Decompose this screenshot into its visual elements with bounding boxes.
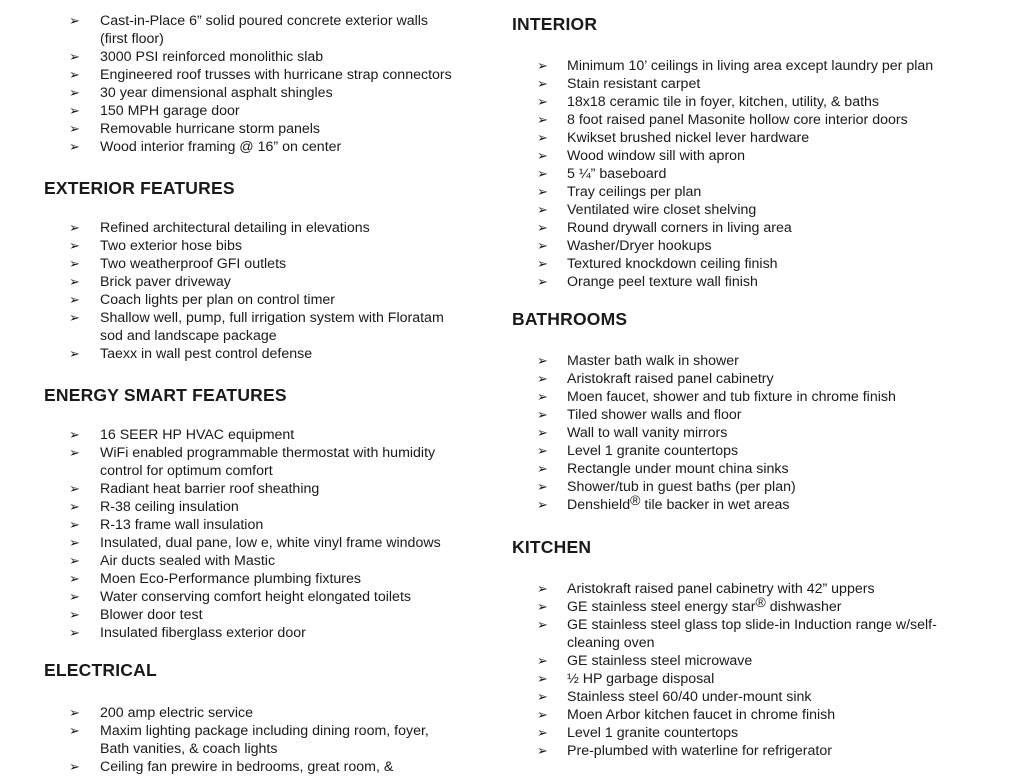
list-item [44,704,504,722]
list-item-text: Washer/Dryer hookups [567,238,712,254]
list-item [44,12,504,48]
arrow-bullet-icon: ➢ [69,310,80,325]
arrow-bullet-icon: ➢ [537,238,548,253]
list-item-text: (first floor) [100,31,164,47]
section-heading: BATHROOMS [512,309,628,329]
list-item [44,120,504,138]
list-item-text: GE stainless steel microwave [567,653,753,669]
arrow-bullet-icon: ➢ [69,589,80,604]
list-item [512,370,1012,388]
structural-list [44,12,504,156]
list-item-text: WiFi enabled programmable thermostat with humidity [100,445,436,461]
section-heading: ENERGY SMART FEATURES [44,385,287,405]
arrow-bullet-icon: ➢ [69,571,80,586]
arrow-bullet-icon: ➢ [69,85,80,100]
list-item-text: Stainless steel 60/40 under-mount sink [567,689,812,705]
list-item-text: Shallow well, pump, full irrigation system with Floratam [100,310,444,326]
list-item [512,724,1012,742]
structural-section [44,12,504,156]
kitchen-section [512,536,1012,760]
electrical-list [44,704,504,776]
list-item-text: Stain resistant carpet [567,76,701,92]
list-item-text: Pre-plumbed with waterline for refrigerator [567,743,832,759]
arrow-bullet-icon: ➢ [69,256,80,271]
arrow-bullet-icon: ➢ [537,653,548,668]
list-item [512,424,1012,442]
list-item [512,273,1012,291]
list-item-text: Blower door test [100,607,203,623]
list-item-text: GE stainless steel energy star® dishwasher [567,594,842,615]
list-item [512,616,1012,652]
interior-list [512,57,1012,291]
arrow-bullet-icon: ➢ [69,292,80,307]
arrow-bullet-icon: ➢ [537,581,548,596]
list-item [44,138,504,156]
list-item-text: Aristokraft raised panel cabinetry with 42” uppers [567,581,875,597]
list-item [512,460,1012,478]
list-item-text: Moen Arbor kitchen faucet in chrome finish [567,707,836,723]
list-item-text: R-13 frame wall insulation [100,517,264,533]
list-item-text: Master bath walk in shower [567,353,739,369]
list-item [44,444,504,480]
arrow-bullet-icon: ➢ [69,553,80,568]
list-item-text: Moen faucet, shower and tub fixture in chrome finish [567,389,896,405]
list-item [44,534,504,552]
interior-section [512,13,1012,291]
list-item-text: Two weatherproof GFI outlets [100,256,287,272]
list-item-text: Bath vanities, & coach lights [100,741,278,757]
list-item [512,147,1012,165]
arrow-bullet-icon: ➢ [69,427,80,442]
arrow-bullet-icon: ➢ [537,461,548,476]
list-item [44,588,504,606]
arrow-bullet-icon: ➢ [537,407,548,422]
arrow-bullet-icon: ➢ [537,689,548,704]
list-item [44,255,504,273]
list-item-text: Removable hurricane storm panels [100,121,321,137]
list-item [44,102,504,120]
list-item [512,129,1012,147]
arrow-bullet-icon: ➢ [69,499,80,514]
arrow-bullet-icon: ➢ [69,535,80,550]
arrow-bullet-icon: ➢ [537,353,548,368]
list-item-text: Cast-in-Place 6” solid poured concrete exterior walls [100,13,429,29]
list-item [512,406,1012,424]
list-item [44,273,504,291]
arrow-bullet-icon: ➢ [69,220,80,235]
list-item [44,552,504,570]
list-item [512,183,1012,201]
list-item [512,652,1012,670]
list-item-text: Kwikset brushed nickel lever hardware [567,130,810,146]
list-item-text: Air ducts sealed with Mastic [100,553,276,569]
section-heading: KITCHEN [512,537,592,557]
arrow-bullet-icon: ➢ [537,274,548,289]
arrow-bullet-icon: ➢ [537,389,548,404]
list-item-text: Textured knockdown ceiling finish [567,256,778,272]
exterior-features-list [44,219,504,363]
list-item-text: Ventilated wire closet shelving [567,202,757,218]
list-item-text: Water conserving comfort height elongated toilets [100,589,411,605]
list-item-text: 16 SEER HP HVAC equipment [100,427,295,443]
list-item [44,309,504,345]
list-item-text: Insulated fiberglass exterior door [100,625,306,641]
list-item-text: Coach lights per plan on control timer [100,292,336,308]
list-item [512,93,1012,111]
list-item-text: control for optimum comfort [100,463,273,479]
arrow-bullet-icon: ➢ [69,607,80,622]
arrow-bullet-icon: ➢ [537,202,548,217]
arrow-bullet-icon: ➢ [537,599,548,614]
list-item-text: 18x18 ceramic tile in foyer, kitchen, utility, & baths [567,94,880,110]
arrow-bullet-icon: ➢ [69,625,80,640]
list-item [44,758,504,776]
arrow-bullet-icon: ➢ [537,256,548,271]
list-item [512,75,1012,93]
list-item-text: Two exterior hose bibs [100,238,242,254]
list-item [44,237,504,255]
list-item-text: GE stainless steel glass top slide-in Induction range w/self- [567,617,937,633]
list-item [44,570,504,588]
list-item-text: 30 year dimensional asphalt shingles [100,85,333,101]
list-item [44,480,504,498]
list-item-text: Ceiling fan prewire in bedrooms, great room, & [100,759,394,775]
list-item-text: 5 ¼” baseboard [567,166,667,182]
list-item-text: Level 1 granite countertops [567,443,739,459]
list-item-text: Taexx in wall pest control defense [100,346,313,362]
list-item [44,84,504,102]
list-item-text: Denshield® tile backer in wet areas [567,492,790,513]
list-item [44,516,504,534]
arrow-bullet-icon: ➢ [537,707,548,722]
list-item [512,201,1012,219]
list-item-text: Orange peel texture wall finish [567,274,758,290]
list-item [44,722,504,758]
list-item [512,688,1012,706]
arrow-bullet-icon: ➢ [537,220,548,235]
list-item [512,742,1012,760]
arrow-bullet-icon: ➢ [69,274,80,289]
arrow-bullet-icon: ➢ [537,743,548,758]
energy-smart-list [44,426,504,642]
list-item [44,345,504,363]
arrow-bullet-icon: ➢ [69,346,80,361]
electrical-section [44,659,504,776]
list-item [512,492,1012,514]
list-item [512,478,1012,496]
list-item-text: Tray ceilings per plan [567,184,702,200]
list-item [44,426,504,444]
list-item-text: Rectangle under mount china sinks [567,461,789,477]
section-heading: ELECTRICAL [44,660,157,680]
list-item [44,624,504,642]
arrow-bullet-icon: ➢ [69,49,80,64]
arrow-bullet-icon: ➢ [537,58,548,73]
arrow-bullet-icon: ➢ [69,445,80,460]
list-item-text: Maxim lighting package including dining room, foyer, [100,723,429,739]
list-item-text: Radiant heat barrier roof sheathing [100,481,320,497]
arrow-bullet-icon: ➢ [69,517,80,532]
list-item-text: Level 1 granite countertops [567,725,739,741]
arrow-bullet-icon: ➢ [69,13,80,28]
list-item [44,291,504,309]
arrow-bullet-icon: ➢ [537,148,548,163]
arrow-bullet-icon: ➢ [69,705,80,720]
list-item [512,165,1012,183]
arrow-bullet-icon: ➢ [537,130,548,145]
bathrooms-list [512,352,1012,514]
list-item-text: Engineered roof trusses with hurricane strap connectors [100,67,452,83]
list-item-text: R-38 ceiling insulation [100,499,239,515]
list-item-text: Moen Eco-Performance plumbing fixtures [100,571,362,587]
list-item [512,111,1012,129]
arrow-bullet-icon: ➢ [537,112,548,127]
arrow-bullet-icon: ➢ [69,481,80,496]
list-item [512,255,1012,273]
arrow-bullet-icon: ➢ [537,166,548,181]
list-item-text: Tiled shower walls and floor [567,407,742,423]
list-item [44,606,504,624]
list-item [44,66,504,84]
section-heading: INTERIOR [512,14,598,34]
list-item-text: 3000 PSI reinforced monolithic slab [100,49,324,65]
arrow-bullet-icon: ➢ [537,617,548,632]
list-item [512,352,1012,370]
list-item [512,219,1012,237]
section-heading: EXTERIOR FEATURES [44,178,235,198]
list-item-text: cleaning oven [567,635,655,651]
bathrooms-section [512,308,1012,514]
arrow-bullet-icon: ➢ [69,103,80,118]
list-item-text: Shower/tub in guest baths (per plan) [567,479,796,495]
list-item [512,57,1012,75]
list-item [44,498,504,516]
arrow-bullet-icon: ➢ [537,371,548,386]
list-item-text: Wood window sill with apron [567,148,745,164]
list-item [512,594,1012,616]
list-item-text: Round drywall corners in living area [567,220,792,236]
list-item-text: sod and landscape package [100,328,277,344]
list-item-text: Refined architectural detailing in elevations [100,220,370,236]
list-item-text: Brick paver driveway [100,274,231,290]
arrow-bullet-icon: ➢ [537,184,548,199]
arrow-bullet-icon: ➢ [537,425,548,440]
arrow-bullet-icon: ➢ [69,759,80,774]
list-item [44,48,504,66]
arrow-bullet-icon: ➢ [69,238,80,253]
list-item-text: Minimum 10’ ceilings in living area except laundry per plan [567,58,934,74]
list-item [44,219,504,237]
list-item [512,237,1012,255]
list-item-text: Wood interior framing @ 16” on center [100,139,342,155]
list-item-text: 200 amp electric service [100,705,253,721]
list-item [512,442,1012,460]
list-item [512,706,1012,724]
arrow-bullet-icon: ➢ [537,76,548,91]
arrow-bullet-icon: ➢ [69,67,80,82]
list-item-text: 8 foot raised panel Masonite hollow core interior doors [567,112,908,128]
exterior-features-section [44,177,504,363]
arrow-bullet-icon: ➢ [537,443,548,458]
kitchen-list [512,580,1012,760]
list-item [512,388,1012,406]
list-item-text: ½ HP garbage disposal [567,671,715,687]
arrow-bullet-icon: ➢ [537,497,548,512]
arrow-bullet-icon: ➢ [537,94,548,109]
list-item-text: Wall to wall vanity mirrors [567,425,728,441]
arrow-bullet-icon: ➢ [537,725,548,740]
list-item-text: Aristokraft raised panel cabinetry [567,371,774,387]
arrow-bullet-icon: ➢ [69,139,80,154]
list-item-text: Insulated, dual pane, low e, white vinyl frame windows [100,535,441,551]
arrow-bullet-icon: ➢ [69,723,80,738]
arrow-bullet-icon: ➢ [537,479,548,494]
energy-smart-section [44,384,504,642]
arrow-bullet-icon: ➢ [537,671,548,686]
arrow-bullet-icon: ➢ [69,121,80,136]
list-item [512,670,1012,688]
list-item-text: 150 MPH garage door [100,103,240,119]
